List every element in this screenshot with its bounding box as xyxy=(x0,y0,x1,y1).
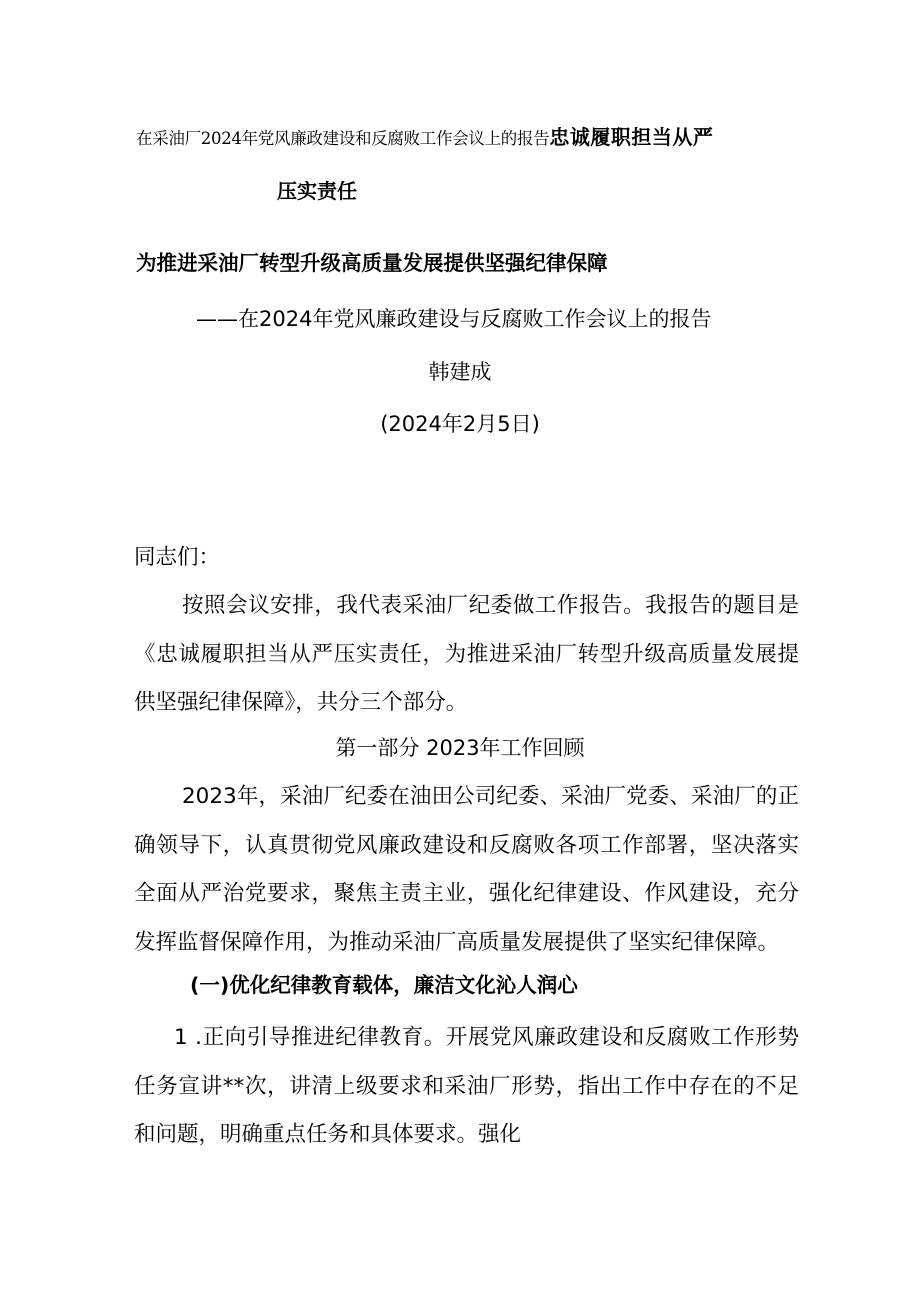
greeting: 同志们： xyxy=(134,545,221,570)
paragraph-discipline-education: 1 .正向引导推进纪律教育。开展党风廉政建设和反腐败工作形势任务宣讲**次，讲清上级要求和采油厂形势，指出工作中存在的不足和问题，明确重点任务和具体要求。强化 xyxy=(134,1025,799,1147)
paragraph-review: 2023年，采油厂纪委在油田公司纪委、采油厂党委、采油厂的正确领导下，认真贯彻党风廉政建设和反腐败各项工作部署，坚决落实全面从严治党要求，聚焦主责主业，强化纪律建设、作风建设，充分发挥监督保障作用，为推动采油厂高质量发展提供了坚实纪律保障。 xyxy=(134,784,799,955)
report-title-line-1 xyxy=(136,122,713,154)
author-name: 韩建成 xyxy=(428,360,492,384)
report-title-main-part3: 为推进采油厂转型升级高质量发展提供坚强纪律保障 xyxy=(136,251,608,275)
paragraph-intro: 按照会议安排，我代表采油厂纪委做工作报告。我报告的题目是《忠诚履职担当从严压实责任，为推进采油厂转型升级高质量发展提供坚强纪律保障》，共分三个部分。 xyxy=(134,593,799,715)
section-heading: 第一部分 2023年工作回顾 xyxy=(335,736,585,760)
subsection-heading: (一)优化纪律教育载体，廉洁文化沁人润心 xyxy=(190,973,578,997)
report-title-prefix: 在采油厂2024年党风廉政建设和反腐败工作会议上的报告 xyxy=(136,129,550,148)
report-subtitle: ——在2024年党风廉政建设与反腐败工作会议上的报告 xyxy=(196,307,712,331)
report-date: (2024年2月5日) xyxy=(380,412,540,436)
report-title-main-part1: 忠诚履职担当从严 xyxy=(549,125,714,149)
report-title-main-part2: 压实责任 xyxy=(277,179,357,203)
